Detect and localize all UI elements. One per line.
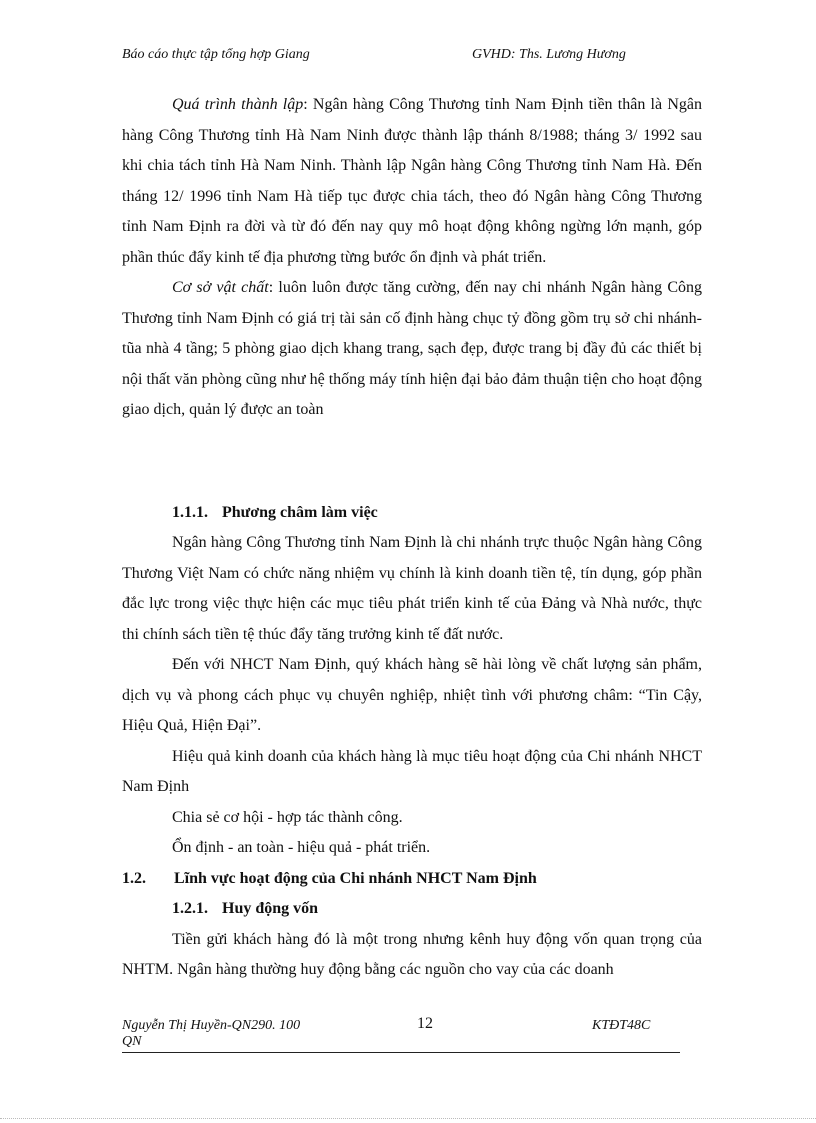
paragraph-efficiency: Hiệu quả kinh doanh của khách hàng là mục tiêu hoạt động của Chi nhánh NHCT Nam Định: [122, 747, 702, 795]
heading-title: Lĩnh vực hoạt động của Chi nhánh NHCT Nam Định: [174, 869, 537, 887]
header-report-title: Báo cáo thực tập tổng hợp Giang: [122, 47, 310, 62]
paragraph-facilities: [122, 273, 702, 426]
section-gap: [122, 426, 702, 498]
header-supervisor: GVHD: Ths. Lương Hương: [472, 47, 626, 62]
page-footer: [122, 1015, 680, 1053]
document-body: [122, 90, 702, 986]
facilities-label: Cơ sở vật chất: [172, 279, 269, 296]
paragraph-establishment: [122, 90, 702, 273]
page-header: [122, 46, 702, 86]
heading-number: 1.1.1.: [172, 503, 208, 521]
footer-class: KTĐT48C: [592, 1018, 651, 1033]
facilities-text: : luôn luôn được tăng cường, đến nay chi nhánh Ngân hàng Công Thương tỉnh Nam Định có giá trị tài sản cố định hàng chục tỷ đồng gồm trụ sở chi nhánh- tũa nhà 4 tầng; 5 phòng giao dịch khang trang, sạch đẹp, được trang bị đầy đủ các thiết bị nội thất văn phòng cũng như hệ thống máy tính hiện đại bảo đảm thuận tiện cho hoạt động giao dịch, quản lý được an toàn: [122, 279, 702, 418]
paragraph-mission: Ngân hàng Công Thương tỉnh Nam Định là chi nhánh trực thuộc Ngân hàng Công Thương Việt Nam có chức năng nhiệm vụ chính là kinh doanh tiền tệ, tín dụng, góp phần đắc lực trong việc thực hiện các mục tiêu phát triển kinh tế của Đảng và Nhà nước, thực thi chính sách tiền tệ thúc đẩy tăng trưởng kinh tế đất nước.: [122, 534, 702, 643]
heading-number: 1.2.1.: [172, 900, 208, 917]
heading-1-2: [122, 864, 702, 895]
paragraph-capital-mobilization: Tiền gửi khách hàng đó là một trong nhưng kênh huy động vốn quan trọng của NHTM. Ngân hàng thường huy động bằng các nguồn cho vay của các doanh: [122, 930, 702, 978]
footer-author: Nguyễn Thị Huyền-QN290. 100 QN: [122, 1018, 301, 1049]
motto-line-1: Chia sẻ cơ hội - hợp tác thành công.: [172, 808, 403, 826]
page-bottom-edge: [0, 1118, 816, 1119]
establishment-text: : Ngân hàng Công Thương tỉnh Nam Định tiền thân là Ngân hàng Công Thương tỉnh Hà Nam Ninh được thành lập thánh 8/1988; tháng 3/ 1992 sau khi chia tách tỉnh Hà Nam Ninh. Thành lập Ngân hàng Công Thương tỉnh Nam Hà. Đến tháng 12/ 1996 tỉnh Nam Hà tiếp tục được chia tách, theo đó Ngân hàng Công Thương tỉnh Nam Định ra đời và từ đó đến nay quy mô hoạt động không ngừng lớn mạnh, góp phần thúc đẩy kinh tế địa phương từng bước ổn định và phát triển.: [122, 96, 702, 266]
page-number: 12: [417, 1015, 433, 1032]
establishment-label: Quá trình thành lập: [172, 96, 304, 113]
heading-title: Huy động vốn: [222, 900, 319, 917]
paragraph-motto-intro: Đến với NHCT Nam Định, quý khách hàng sẽ hài lòng về chất lượng sản phẩm, dịch vụ và phong cách phục vụ chuyên nghiệp, nhiệt tình với phương châm: “Tin Cậy, Hiệu Quả, Hiện Đại”.: [122, 656, 702, 734]
heading-number: 1.2.: [122, 869, 146, 887]
motto-line-2: Ổn định - an toàn - hiệu quả - phát triển.: [172, 839, 431, 856]
heading-1-2-1: [122, 894, 702, 925]
heading-title: Phương châm làm việc: [222, 503, 378, 521]
heading-1-1-1: [122, 498, 702, 529]
